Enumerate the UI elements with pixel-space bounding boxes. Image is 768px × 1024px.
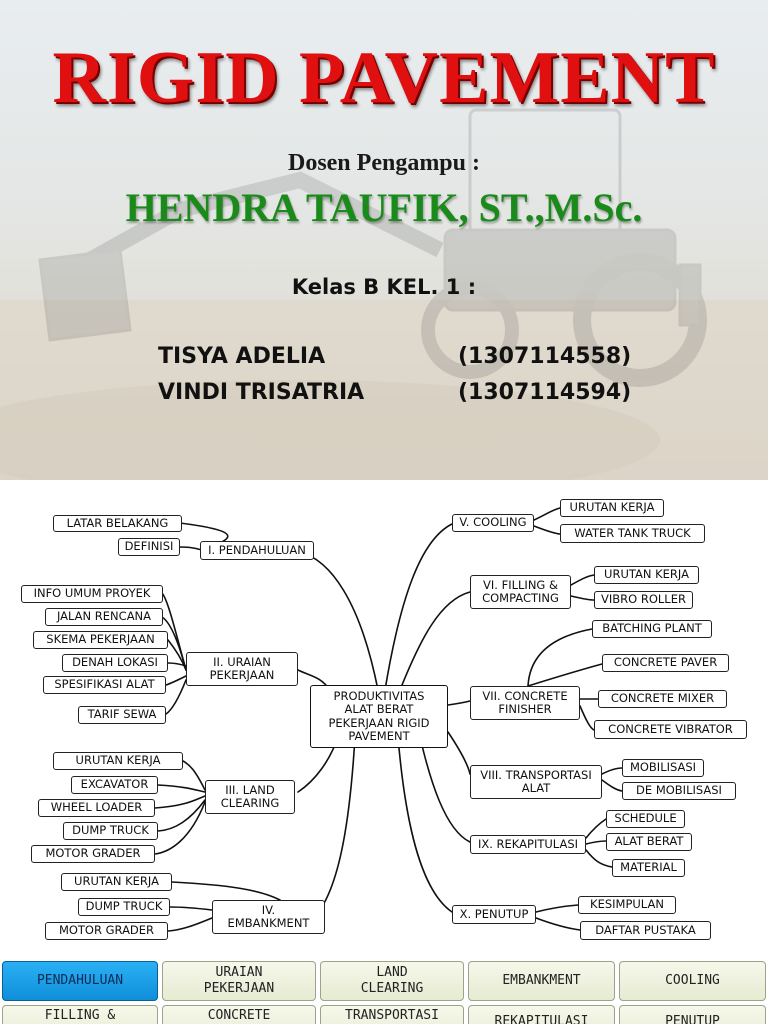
member-name: VINDI TRISATRIA — [158, 380, 365, 405]
class-group-label: Kelas B KEL. 1 : — [291, 275, 477, 299]
connector-line — [168, 918, 212, 931]
leaf-node: ALAT BERAT — [606, 833, 692, 851]
leaf-node: MOBILISASI — [622, 759, 704, 777]
connector-line — [586, 850, 612, 867]
connector-line — [586, 819, 606, 838]
connector-line — [170, 907, 212, 910]
leaf-node: MOTOR GRADER — [45, 922, 168, 940]
nav-button-land-clearing[interactable]: LAND CLEARING — [320, 961, 464, 1001]
nav-button-uraian-pekerjaan[interactable]: URAIAN PEKERJAAN — [162, 961, 316, 1001]
leaf-node: TARIF SEWA — [78, 706, 166, 724]
leaf-node: WHEEL LOADER — [38, 799, 155, 817]
connector-line — [571, 575, 594, 585]
center-topic-node: PRODUKTIVITAS ALAT BERAT PEKERJAAN RIGID PAVEMENT — [310, 685, 448, 748]
connector-line — [155, 796, 205, 808]
connector-line — [571, 596, 594, 600]
leaf-node: VIBRO ROLLER — [594, 591, 693, 609]
connector-line — [158, 785, 205, 792]
member-name: TISYA ADELIA — [158, 344, 326, 369]
leaf-node: SCHEDULE — [606, 810, 685, 828]
leaf-node: CONCRETE VIBRATOR — [594, 720, 747, 739]
connector-line — [400, 592, 470, 690]
connector-line — [536, 905, 578, 912]
leaf-node: LATAR BELAKANG — [53, 515, 182, 532]
connector-line — [385, 524, 452, 690]
connector-line — [528, 629, 592, 686]
nav-button-concrete-finisher[interactable]: CONCRETE — [162, 1005, 316, 1024]
leaf-node: SKEMA PEKERJAAN — [33, 631, 168, 649]
connector-line — [178, 547, 202, 550]
nav-button-transportasi-alat[interactable]: TRANSPORTASI — [320, 1005, 464, 1024]
member-nim: (1307114594) — [458, 380, 632, 405]
leaf-node: WATER TANK TRUCK — [560, 524, 705, 543]
nav-button-filling-compacting[interactable]: FILLING & — [2, 1005, 158, 1024]
leaf-node: DENAH LOKASI — [62, 654, 168, 672]
lecturer-label: Dosen Pengampu : — [287, 150, 480, 176]
leaf-node: EXCAVATOR — [71, 776, 158, 794]
title-slide — [0, 0, 768, 480]
connector-line — [602, 780, 622, 791]
branch-node-land-clearing: III. LAND CLEARING — [205, 780, 295, 814]
connector-line — [172, 882, 280, 900]
connector-line — [528, 664, 602, 686]
branch-node-pendahuluan: I. PENDAHULUAN — [200, 541, 314, 560]
connector-line — [536, 918, 580, 930]
leaf-node: CONCRETE PAVER — [602, 654, 729, 672]
leaf-node: SPESIFIKASI ALAT — [43, 676, 166, 694]
leaf-node: URUTAN KERJA — [560, 499, 664, 517]
main-title: RIGID PAVEMENT — [52, 37, 716, 119]
leaf-node: DAFTAR PUSTAKA — [580, 921, 711, 940]
leaf-node: DUMP TRUCK — [78, 898, 170, 916]
connector-line — [398, 737, 452, 912]
connector-line — [534, 526, 560, 534]
connector-line — [300, 552, 378, 690]
leaf-node: DE MOBILISASI — [622, 782, 736, 800]
connector-line — [534, 508, 560, 520]
branch-node-rekapitulasi: IX. REKAPITULASI — [470, 835, 586, 854]
nav-button-pendahuluan[interactable]: PENDAHULUAN — [2, 961, 158, 1001]
leaf-node: URUTAN KERJA — [61, 873, 172, 891]
leaf-node: DUMP TRUCK — [63, 822, 158, 840]
leaf-node: KESIMPULAN — [578, 896, 676, 914]
connector-line — [602, 768, 622, 774]
leaf-node: URUTAN KERJA — [594, 566, 699, 584]
leaf-node: MATERIAL — [612, 859, 685, 877]
branch-node-filling-compacting: VI. FILLING & COMPACTING — [470, 575, 571, 609]
nav-button-cooling[interactable]: COOLING — [619, 961, 766, 1001]
lecturer-name: HENDRA TAUFIK, ST.,M.Sc. — [125, 185, 643, 230]
connector-line — [420, 737, 470, 842]
leaf-node: DEFINISI — [118, 538, 180, 556]
leaf-node: MOTOR GRADER — [31, 845, 155, 863]
connector-line — [448, 701, 470, 705]
member-nim: (1307114558) — [458, 344, 632, 369]
connector-line — [448, 732, 470, 774]
connector-line — [166, 680, 186, 714]
connector-line — [166, 676, 186, 685]
leaf-node: JALAN RENCANA — [45, 608, 163, 626]
branch-node-cooling: V. COOLING — [452, 514, 534, 532]
nav-button-embankment[interactable]: EMBANKMENT — [468, 961, 615, 1001]
connector-line — [580, 706, 594, 730]
branch-node-concrete-finisher: VII. CONCRETE FINISHER — [470, 686, 580, 720]
section-navigation — [0, 958, 768, 1024]
leaf-node: URUTAN KERJA — [53, 752, 183, 770]
nav-button-penutup[interactable]: PENUTUP — [619, 1005, 766, 1024]
branch-node-uraian-pekerjaan: II. URAIAN PEKERJAAN — [186, 652, 298, 686]
connector-line — [183, 761, 205, 790]
branch-node-embankment: IV. EMBANKMENT — [212, 900, 325, 934]
leaf-node: CONCRETE MIXER — [598, 690, 727, 708]
leaf-node: INFO UMUM PROYEK — [21, 585, 163, 603]
connector-line — [586, 841, 606, 844]
branch-node-penutup: X. PENUTUP — [452, 905, 536, 924]
leaf-node: BATCHING PLANT — [592, 620, 712, 638]
mind-map-diagram — [0, 480, 768, 958]
branch-node-transportasi-alat: VIII. TRANSPORTASI ALAT — [470, 765, 602, 799]
nav-button-rekapitulasi[interactable]: REKAPITULASI — [468, 1005, 615, 1024]
